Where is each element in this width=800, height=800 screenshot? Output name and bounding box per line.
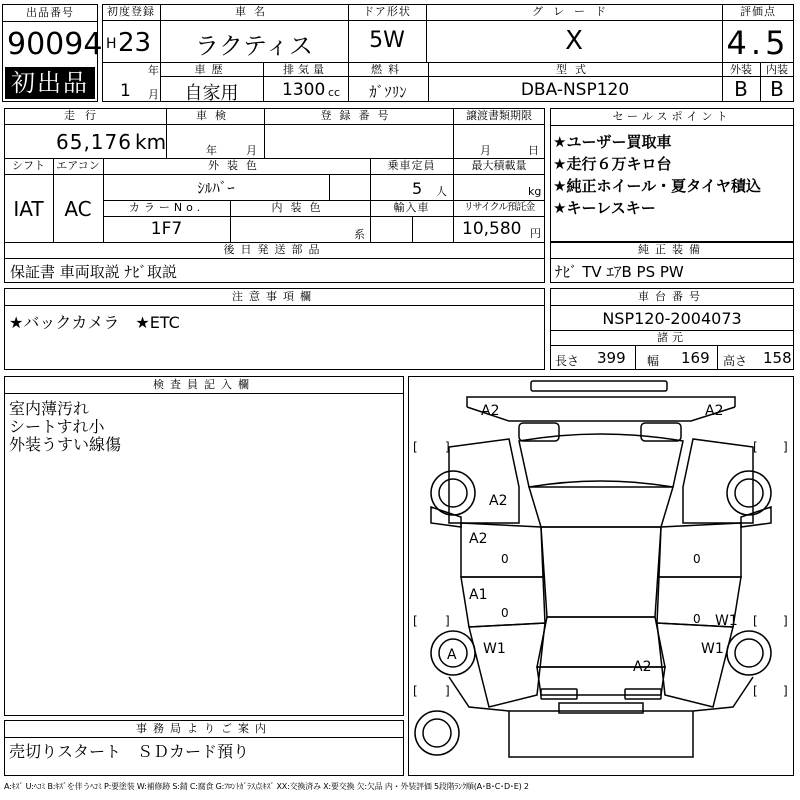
diagram-bracket: ]: [783, 684, 788, 698]
type-value: DBA-NSP120: [520, 80, 630, 100]
damage-mark: W1: [715, 613, 738, 629]
diagram-bracket: [: [753, 614, 758, 628]
color-no-label: カラーNo.: [128, 201, 205, 214]
chassis-box: [550, 288, 794, 370]
diagram-bracket: ]: [445, 440, 450, 454]
diagram-bracket: [: [753, 440, 758, 454]
chassis-value: NSP120-2004073: [602, 309, 742, 328]
equipment-label: 純正装備: [638, 243, 706, 256]
width-value: 169: [681, 349, 710, 367]
later-parts-value: 保証書 車両取説 ﾅﾋﾞ取説: [10, 263, 178, 281]
damage-mark: W1: [701, 641, 724, 657]
diagram-zero: 0: [501, 606, 509, 620]
model-name: ラクティス: [194, 32, 314, 60]
car-diagram-svg: [409, 377, 793, 775]
height-value: 158: [763, 349, 792, 367]
model-label: 車名: [235, 5, 273, 18]
interior-label: 内装: [766, 63, 788, 76]
exterior-value: B: [734, 77, 748, 101]
color-value: ｼﾙﾊﾞｰ: [197, 179, 235, 197]
plate-label: 登録番号: [320, 109, 397, 122]
displacement-value: 1300: [282, 80, 326, 100]
dimensions-label: 諸元: [657, 331, 687, 344]
damage-mark: W1: [483, 641, 506, 657]
legend: A:ｷｽﾞ U:ﾍｺﾐ B:ｷｽﾞを伴うﾍｺﾐ P:要塗装 W:補修跡 S:錆 C:腐食 G:ﾌﾛﾝﾄｶﾞﾗｽ点ｷｽﾞ XX:交換済み X:要交換 欠:欠品 内・外装評価 5段階ﾗﾝｸ順(A･B･C･D･E) 2: [4, 782, 529, 791]
diagram-bracket: [: [753, 684, 758, 698]
grade-value: X: [565, 26, 583, 56]
shift-value: IAT: [13, 197, 44, 221]
recycle-unit: 円: [530, 227, 541, 240]
color-no-value: 1F7: [150, 219, 183, 239]
load-unit: kg: [528, 185, 542, 198]
height-label: 高さ: [723, 354, 748, 368]
damage-mark: A1: [469, 587, 488, 603]
score-label: 評価点: [740, 5, 776, 18]
damage-mark: A2: [489, 493, 508, 509]
capacity-value: 5: [412, 179, 423, 198]
diagram-zero: 0: [693, 612, 701, 626]
lot-number-label: 出品番号: [26, 6, 74, 19]
registration-month: 1: [120, 81, 131, 101]
sales-point-item: ★走行６万キロ台: [553, 155, 672, 173]
registration-year-unit: 年: [148, 64, 159, 77]
inspector-label: 検査員記入欄: [153, 378, 255, 391]
fuel-label: 燃料: [371, 63, 405, 76]
interior-color-unit: 系: [354, 228, 365, 241]
registration-era: H: [106, 36, 117, 52]
notes-box: [4, 288, 545, 370]
later-parts-label: 後日発送部品: [223, 243, 326, 256]
type-label: 型式: [556, 63, 594, 76]
damage-mark: A2: [469, 531, 488, 547]
sales-points-label: セールスポイント: [612, 110, 732, 123]
sales-point-item: ★純正ホイール・夏タイヤ積込: [553, 177, 761, 195]
notes-value: ★バックカメラ ★ETC: [9, 313, 180, 332]
diagram-bracket: ]: [445, 684, 450, 698]
diagram-bracket: ]: [783, 614, 788, 628]
diagram-zero: 0: [501, 552, 509, 566]
interior-value: B: [770, 77, 784, 101]
diagram-bracket: ]: [445, 614, 450, 628]
lot-number-box: [2, 4, 103, 102]
inspector-box: [4, 376, 404, 716]
mileage-unit: km: [135, 130, 167, 154]
transfer-label: 譲渡書類期限: [466, 109, 532, 122]
width-label: 幅: [647, 354, 660, 368]
capacity-label: 乗車定員: [387, 159, 436, 172]
recycle-label: リサイクル預託金: [463, 202, 535, 213]
office-value: 売切りスタート ＳＤカード預り: [9, 742, 250, 761]
color-label: 外装色: [208, 159, 265, 172]
displacement-label: 排気量: [283, 63, 328, 76]
equipment-box: [550, 242, 794, 283]
sales-point-item: ★キーレスキー: [553, 199, 656, 217]
ac-label: エアコン: [56, 159, 100, 172]
sales-point-item: ★ユーザー買取車: [553, 133, 672, 151]
inspector-line: 室内薄汚れ: [9, 399, 90, 418]
registration-year: 23: [118, 28, 152, 58]
damage-mark: A2: [633, 659, 652, 675]
office-box: [4, 720, 404, 776]
inspection-year-unit: 年: [206, 144, 217, 157]
inspector-line: シートすれ小: [9, 417, 105, 436]
length-label: 長さ: [555, 354, 580, 368]
equipment-value: ﾅﾋﾞ TV ｴｱB PS PW: [555, 263, 684, 281]
inspection-month-unit: 月: [246, 144, 257, 157]
interior-color-label: 内装色: [271, 201, 329, 214]
length-value: 399: [597, 349, 626, 367]
transfer-day-unit: 日: [528, 144, 539, 157]
chassis-label: 車台番号: [638, 290, 706, 303]
lot-number: 90094: [7, 27, 103, 62]
score-value: 4.5: [726, 24, 790, 62]
ac-value: AC: [64, 197, 92, 221]
damage-mark: A2: [481, 403, 500, 419]
damage-diagram: [408, 376, 794, 776]
damage-mark: A2: [705, 403, 724, 419]
grade-label: グレード: [532, 5, 616, 18]
inspector-line: 外装うすい線傷: [9, 435, 122, 454]
damage-mark: A: [447, 647, 457, 663]
diagram-bracket: [: [413, 684, 418, 698]
history-value: 自家用: [184, 83, 239, 104]
transfer-month-unit: 月: [480, 144, 491, 157]
office-label: 事務局よりご案内: [136, 722, 272, 735]
sales-points-box: [550, 108, 794, 242]
shift-label: シフト: [12, 159, 45, 172]
recycle-value: 10,580: [462, 219, 522, 239]
door-label: ドア形状: [363, 5, 411, 18]
exterior-label: 外装: [730, 63, 752, 76]
inspection-label: 車検: [196, 109, 234, 122]
mileage-value: 65,176: [56, 130, 132, 154]
load-label: 最大積載量: [471, 159, 527, 172]
door-value: 5W: [369, 28, 405, 53]
registration-label: 初度登録: [107, 5, 155, 18]
diagram-bracket: [: [413, 614, 418, 628]
fuel-value: ｶﾞｿﾘﾝ: [369, 83, 407, 101]
diagram-bracket: [: [413, 440, 418, 454]
displacement-unit: cc: [328, 86, 341, 99]
capacity-unit: 人: [436, 185, 447, 198]
registration-month-unit: 月: [148, 88, 159, 101]
import-label: 輸入車: [393, 201, 430, 214]
history-label: 車歴: [194, 63, 229, 76]
diagram-bracket: ]: [783, 440, 788, 454]
mileage-label: 走行: [64, 109, 106, 122]
diagram-zero: 0: [693, 552, 701, 566]
first-listing-badge: 初出品: [5, 67, 95, 99]
notes-label: 注意事項欄: [232, 290, 317, 303]
